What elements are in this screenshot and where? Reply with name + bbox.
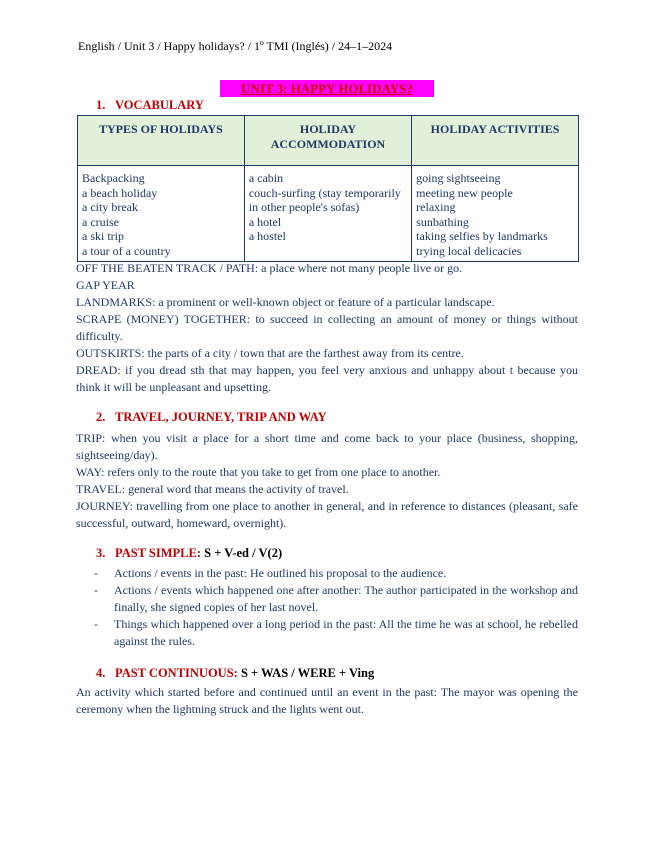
definition: GAP YEAR <box>76 278 135 292</box>
table-header: HOLIDAY ACTIVITIES <box>412 116 579 166</box>
past-simple-list <box>76 565 578 650</box>
definition: OFF THE BEATEN TRACK / PATH: a place where not many people live or go. <box>76 261 463 275</box>
list-item: sunbathing <box>416 214 469 229</box>
holiday-activities-cell <box>412 166 579 262</box>
list-item: a tour of a country <box>82 243 171 258</box>
definition: JOURNEY: travelling from one place to another in general, and in reference to distances (pleasant, safe successful, outward, homeward, overnight). <box>76 499 578 530</box>
list-item: - Things which happened over a long period in the past: All the time he was at school, he rebelled against the rules. <box>76 616 578 650</box>
list-item: relaxing <box>416 200 456 215</box>
list-item: taking selfies by landmarks <box>416 229 548 244</box>
definition: LANDMARKS: a prominent or well-known object or feature of a particular landscape. <box>76 295 495 309</box>
section-label: VOCABULARY <box>115 98 204 112</box>
section-number: 3. <box>96 546 106 560</box>
table-header: HOLIDAY ACCOMMODATION <box>244 116 411 166</box>
list-item: meeting new people <box>416 185 513 200</box>
section-label: PAST CONTINUOUS: <box>115 666 238 680</box>
section-number: 4. <box>96 666 106 680</box>
definition: OUTSKIRTS: the parts of a city / town that are the farthest away from its centre. <box>76 346 464 360</box>
list-item: - Actions / events in the past: He outlined his proposal to the audience. <box>76 565 578 582</box>
list-item: a cabin <box>248 171 284 185</box>
table-header: TYPES OF HOLIDAYS <box>78 116 245 166</box>
past-continuous-text: An activity which started before and continued until an event in the past: The mayor was opening the ceremony when the lightning struck and the lights went out. <box>76 685 578 716</box>
section-heading-past-continuous <box>96 666 374 681</box>
holiday-accommodation-cell <box>244 166 411 262</box>
definition: SCRAPE (MONEY) TOGETHER: to succeed in collecting an amount of money or things without difficulty. <box>76 312 578 343</box>
list-item: a ski trip <box>82 229 124 244</box>
list-item: a city break <box>82 200 138 215</box>
definition: DREAD: if you dread sth that may happen, you feel very anxious and unhappy about t because you think it will be unpleasant and upsetting. <box>76 363 578 394</box>
list-item: a cruise <box>82 214 119 229</box>
travel-definitions <box>76 430 578 532</box>
table-row <box>78 166 579 262</box>
list-item: couch-surfing (stay temporarily in other people's sofas) <box>248 185 401 215</box>
list-item: a beach holiday <box>82 185 158 200</box>
list-item: - Actions / events which happened one after another: The author participated in the workshop and finally, she signed copies of her last novel. <box>76 582 578 616</box>
section-heading-vocabulary <box>96 98 204 113</box>
table-header-row <box>78 116 579 166</box>
unit-title: UNIT 3: HAPPY HOLIDAYS? <box>220 80 434 97</box>
list-item: going sightseeing <box>416 171 501 185</box>
section-formula: S + WAS / WERE + Ving <box>237 666 375 680</box>
section-number: 2. <box>96 410 106 424</box>
list-item: a hotel <box>248 214 282 229</box>
definition: TRAVEL: general word that means the activity of travel. <box>76 482 349 496</box>
definition: WAY: refers only to the route that you take to get from one place to another. <box>76 465 441 479</box>
section-label: PAST SIMPLE: <box>115 546 202 560</box>
vocabulary-table <box>77 115 579 262</box>
list-item: a hostel <box>248 229 286 244</box>
section-formula: S + V-ed / V(2) <box>201 546 283 560</box>
vocabulary-definitions <box>76 260 578 396</box>
types-of-holidays-cell <box>78 166 245 262</box>
list-item: Backpacking <box>82 171 145 185</box>
definition: TRIP: when you visit a place for a short time and come back to your place (business, shopping, sightseeing/day). <box>76 431 578 462</box>
section-label: TRAVEL, JOURNEY, TRIP AND WAY <box>115 410 327 424</box>
page-header: English / Unit 3 / Happy holidays? / 1º TMI (Inglés) / 24–1–2024 <box>78 39 393 53</box>
section-heading-past-simple <box>96 546 282 561</box>
section-number: 1. <box>96 98 106 112</box>
section-heading-travel <box>96 410 327 425</box>
list-item: trying local delicacies <box>416 243 522 258</box>
